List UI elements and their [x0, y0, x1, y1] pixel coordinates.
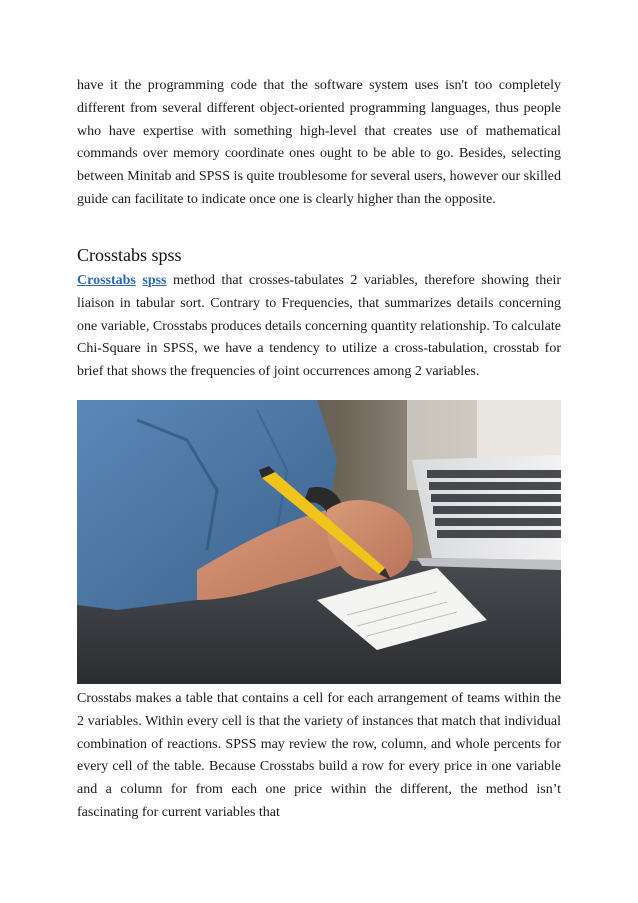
crosstabs-link[interactable]: Crosstabs: [77, 273, 136, 288]
closing-paragraph: Crosstabs makes a table that contains a cell for each arrangement of teams within the 2 variables. Within every cell is that the variety of instances that match that individual combination of reactions. SPSS may review the row, column, and whole percents for every cell of the table. Because Crosstabs build a row for every price in one variable and a column for from each one price within the different, the method isn’t fascinating for current variables that: [77, 691, 561, 820]
photo-person-writing-at-laptop: [77, 400, 561, 684]
crosstabs-paragraph-text: method that crosses-tabulates 2 variables, therefore showing their liaison in tabular sort. Contrary to Frequencies, that summarizes details concerning one variable, Crosstabs produces details concerning quantity relationship. To calculate Chi-Square in SPSS, we have a tendency to utilize a cross-tabulation, crosstab for brief that shows the frequencies of joint occurrences among 2 variables.: [77, 273, 561, 380]
crosstabs-paragraph: [77, 270, 561, 384]
section-heading: Crosstabs spss: [77, 245, 182, 265]
spss-link[interactable]: spss: [142, 273, 167, 288]
intro-paragraph: have it the programming code that the software system uses isn't too completely different from several different object-oriented programming languages, thus people who have expertise with something high-level that creates use of mathematical commands over memory coordinate ones ought to be able to go. Besides, selecting between Minitab and SPSS is quite troublesome for several users, however our skilled guide can facilitate to indicate once one is clearly higher than the opposite.: [77, 78, 561, 207]
